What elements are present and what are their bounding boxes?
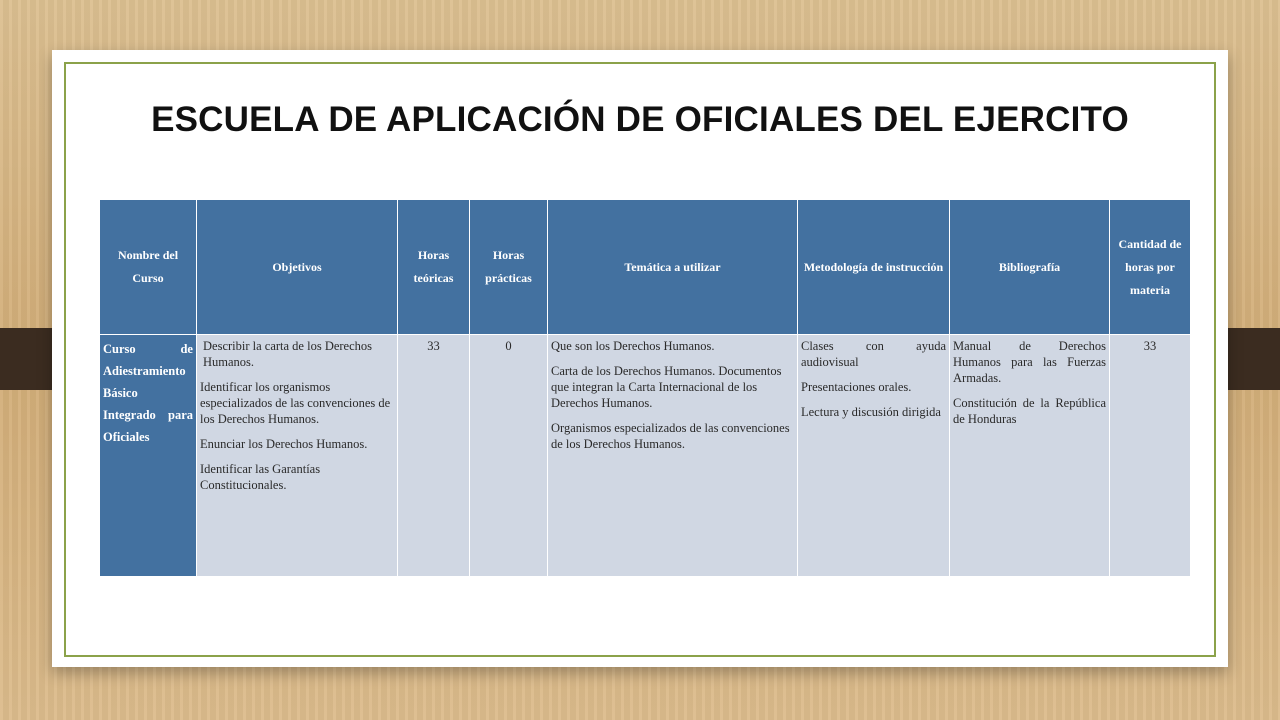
methodology-item: Presentaciones orales. [801,380,912,394]
bibliography-cell [950,335,1110,577]
header-bibliography: Bibliografía [950,200,1110,335]
objective-item: Enunciar los Derechos Humanos. [200,437,368,451]
header-topics: Temática a utilizar [548,200,798,335]
practice-hours-cell: 0 [470,335,548,577]
topic-item: Que son los Derechos Humanos. [551,339,715,353]
bibliography-item: Manual de Derechos Humanos para las Fuerzas Armadas. [953,339,1106,385]
course-table [99,199,1191,577]
objective-item: Describir la carta de los Derechos Humanos. [203,339,373,369]
methodology-item: Lectura y discusión dirigida [801,405,941,419]
methodology-cell [798,335,950,577]
theory-hours-cell: 33 [398,335,470,577]
objective-item: Identificar los organismos especializados de las convenciones de los Derechos Humanos. [200,380,391,426]
header-row [100,200,1191,335]
bibliography-item: Constitución de la República de Honduras [953,396,1106,426]
topic-item: Carta de los Derechos Humanos. Documentos que integran la Carta Internacional de los Derechos Humanos. [551,364,782,410]
table-row [100,335,1191,577]
header-objectives: Objetivos [197,200,398,335]
header-methodology: Metodología de instrucción [798,200,950,335]
objective-item: Identificar las Garantías Constitucionales. [200,462,321,492]
course-name-cell: Curso de Adiestramiento Básico Integrado para Oficiales [100,335,197,577]
methodology-item: Clases con ayuda audiovisual [801,339,946,369]
header-course-name: Nombre del Curso [100,200,197,335]
header-total-hours: Cantidad de horas por materia [1110,200,1191,335]
objectives-cell [197,335,398,577]
topics-cell [548,335,798,577]
topic-item: Organismos especializados de las convenciones de los Derechos Humanos. [551,421,790,451]
slide-title: ESCUELA DE APLICACIÓN DE OFICIALES DEL EJERCITO [151,100,1129,139]
slide-paper [52,50,1228,667]
total-hours-cell: 33 [1110,335,1191,577]
header-theory-hours: Horas teóricas [398,200,470,335]
header-practice-hours: Horas prácticas [470,200,548,335]
